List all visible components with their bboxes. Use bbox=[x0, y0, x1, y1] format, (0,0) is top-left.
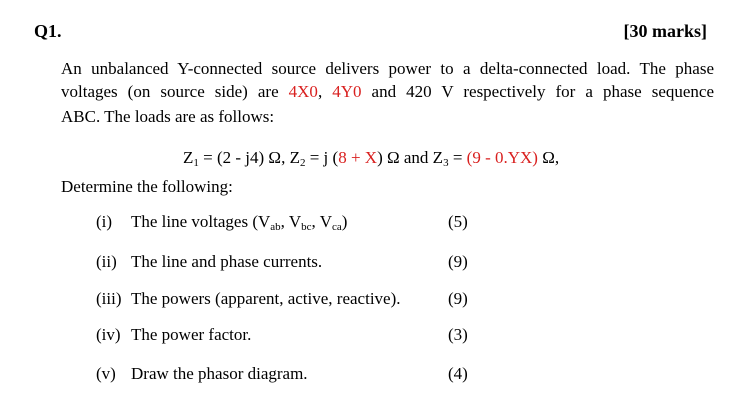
z1-subscript: 1 bbox=[193, 157, 199, 169]
item-text-part: The line voltages (V bbox=[131, 212, 271, 231]
intro-line-1: An unbalanced Y-connected source delivers power to a delta-connected load. The phase bbox=[61, 59, 714, 78]
item-subscript: ca bbox=[332, 221, 342, 233]
item-marks: (5) bbox=[448, 212, 468, 231]
item-marks: (4) bbox=[448, 364, 468, 383]
item-text: Draw the phasor diagram. bbox=[131, 364, 308, 383]
item-text: The power factor. bbox=[131, 325, 252, 344]
marks-total: [30 marks] bbox=[623, 21, 707, 41]
item-text: The powers (apparent, active, reactive). bbox=[131, 289, 401, 308]
phase-voltage-a: 4X0 bbox=[288, 82, 318, 101]
prompt-text: Determine the following: bbox=[61, 177, 233, 196]
z3-post: Ω, bbox=[537, 148, 560, 167]
phase-voltage-b: 4Y0 bbox=[332, 82, 362, 101]
item-text: The line and phase currents. bbox=[131, 252, 323, 271]
item-number: (ii) bbox=[96, 252, 117, 271]
item-number: (iv) bbox=[96, 325, 121, 344]
impedance-equation bbox=[183, 148, 559, 168]
z3-subscript: 3 bbox=[443, 157, 449, 169]
z3-pre: = bbox=[448, 148, 467, 167]
z2-variable: 8 + X bbox=[338, 148, 378, 167]
item-marks: (9) bbox=[448, 289, 468, 308]
z2-label: Z bbox=[289, 148, 300, 167]
item-text-part: ) bbox=[341, 212, 348, 231]
item-marks: (9) bbox=[448, 252, 468, 271]
z2-subscript: 2 bbox=[299, 157, 306, 169]
intro-text: , bbox=[317, 82, 333, 101]
item-subscript: bc bbox=[301, 221, 312, 233]
item-number: (i) bbox=[96, 212, 113, 231]
item-number: (iii) bbox=[96, 289, 122, 308]
question-number: Q1. bbox=[34, 21, 62, 41]
item-marks: (3) bbox=[448, 325, 468, 344]
z3-variable: (9 - 0.YX) bbox=[466, 148, 538, 167]
z2-pre: = j ( bbox=[305, 148, 339, 167]
item-number: (v) bbox=[96, 364, 116, 383]
intro-line-2 bbox=[61, 82, 714, 102]
z1-value: = (2 - j4) Ω, bbox=[198, 148, 290, 167]
item-text-part: , V bbox=[280, 212, 302, 231]
intro-line-3: ABC. The loads are as follows: bbox=[61, 107, 275, 126]
z1-label: Z bbox=[183, 148, 194, 167]
item-subscript: ab bbox=[270, 221, 281, 233]
z3-label: Z bbox=[432, 148, 444, 167]
item-text-part: , V bbox=[311, 212, 333, 231]
item-text bbox=[131, 212, 347, 232]
intro-text: voltages (on source side) are bbox=[61, 82, 289, 101]
intro-text: and 420 V respectively for a phase sequence bbox=[361, 82, 714, 101]
z2-post: ) Ω and bbox=[377, 148, 433, 167]
